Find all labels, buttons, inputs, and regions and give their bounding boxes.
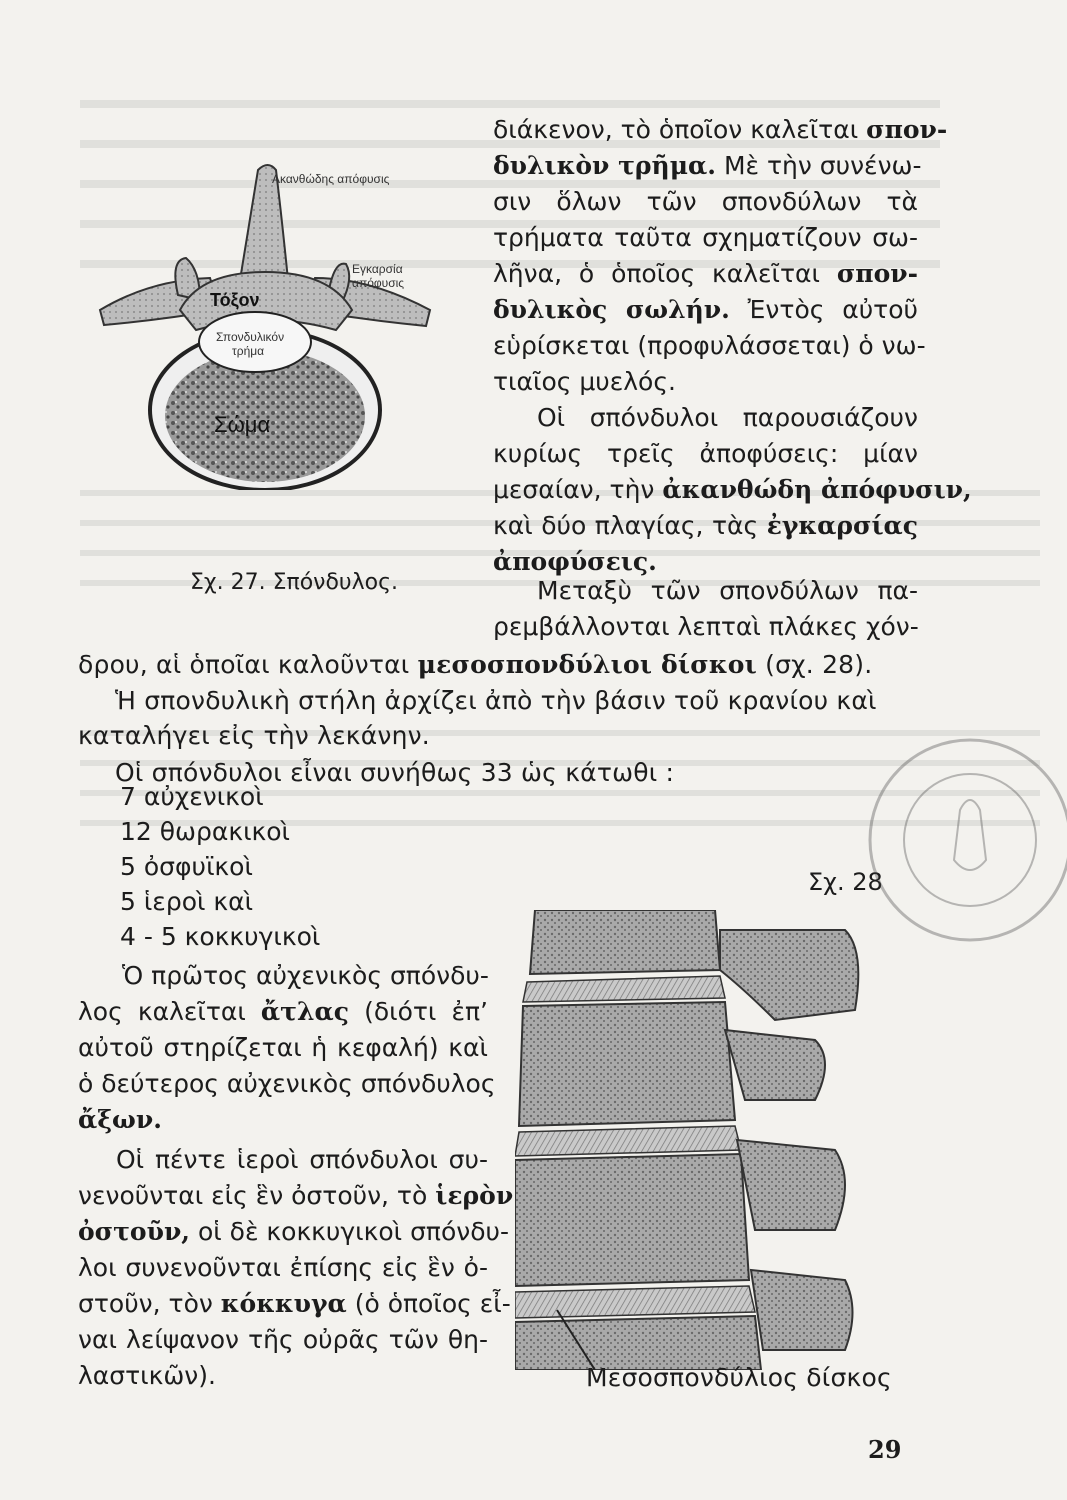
figure-27-caption: Σχ. 27. Σπόνδυλος. bbox=[190, 570, 399, 595]
list-item: 4 - 5 κοκκυγικοὶ bbox=[120, 922, 321, 951]
label-foramen-2: τρήμα bbox=[232, 344, 265, 358]
page-number: 29 bbox=[868, 1435, 902, 1464]
label-foramen: Σπονδυλικόν bbox=[216, 330, 285, 344]
spine-line-1: Ἡ σπονδυλικὴ στήλη ἀρχίζει ἀπὸ τὴν βάσιν τοῦ κρανίου καὶ bbox=[115, 686, 877, 715]
vertebra-illustration bbox=[90, 160, 450, 490]
list-item: 5 ἱεροὶ καὶ bbox=[120, 887, 254, 916]
paragraph-processes: Οἱ σπόνδυλοι παρουσιάζουν κυρίως τρεῖς ἀποφύσεις: μίαν μεσαίαν, τὴν ἀκανθώδη ἀπόφυσιν, καὶ δύο πλαγίας, τὰς ἐγκαρσίας ἀποφύσεις. bbox=[493, 403, 972, 576]
library-stamp bbox=[860, 730, 1067, 950]
label-spinous-process: Ακανθώδης απόφυσις bbox=[272, 172, 390, 186]
label-arch: Τόξον bbox=[210, 290, 260, 310]
paragraph-sacrum: Οἱ πέντε ἱεροὶ σπόνδυλοι συ- νενοῦνται εἰς ἓν ὀστοῦν, τὸ ἱερὸν ὀστοῦν, οἱ δὲ κοκκυγικοὶ σπόνδυ- λοι συνενοῦνται ἐπίσης εἰς ἓν ὀ- στοῦν, τὸν κόκκυγα (ὁ ὁποῖος εἶ- ναι λείψανον τῆς οὐρᾶς τῶν θη- λαστικῶν). bbox=[78, 1145, 514, 1390]
label-transverse-process-2: απόφυσις bbox=[352, 276, 405, 290]
paragraph-spinal-canal: διάκενον, τὸ ὁποῖον καλεῖται σπον- δυλικὸν τρῆμα. Μὲ τὴν συνένω- σιν ὅλων τῶν σπονδύλων τὰ τρήματα ταῦτα σχηματίζουν σω- λῆνα, ὁ ὁποῖος καλεῖται σπον- δυλικὸς σωλήν. Ἐντὸς αὐτοῦ εὑρίσκεται (προφυλάσσεται) ὁ νω- τιαῖος μυελός. bbox=[493, 115, 948, 396]
figure-28-caption: Σχ. 28 bbox=[808, 868, 883, 896]
count-line: Οἱ σπόνδυλοι εἶναι συνήθως 33 ὡς κάτωθι : bbox=[115, 758, 675, 787]
figure-28-label-disc: Μεσοσπονδύλιος δίσκος bbox=[586, 1363, 892, 1392]
label-body: Σώμα bbox=[214, 412, 271, 437]
list-item: 5 ὀσφυϊκοὶ bbox=[120, 852, 253, 881]
list-item: 7 αὐχενικοὶ bbox=[120, 782, 264, 811]
spinal-column-illustration bbox=[515, 910, 915, 1370]
label-transverse-process: Εγκαρσία bbox=[352, 262, 403, 276]
spine-line-2: καταλήγει εἰς τὴν λεκάνην. bbox=[78, 721, 430, 750]
list-item: 12 θωρακικοὶ bbox=[120, 817, 291, 846]
discs-line: δρου, αἱ ὁποῖαι καλοῦνται μεσοσπονδύλιοι δίσκοι (σχ. 28). bbox=[78, 650, 873, 679]
paragraph-atlas: Ὁ πρῶτος αὐχενικὸς σπόνδυ- λος καλεῖται ἄτλας (διότι ἐπ’ αὐτοῦ στηρίζεται ἡ κεφαλή) καὶ ὁ δεύτερος αὐχενικὸς σπόνδυλος ἄξων. bbox=[78, 961, 496, 1134]
paragraph-discs: Μεταξὺ τῶν σπονδύλων πα- ρεμβάλλονται λεπταὶ πλάκες χόν- bbox=[493, 576, 919, 641]
